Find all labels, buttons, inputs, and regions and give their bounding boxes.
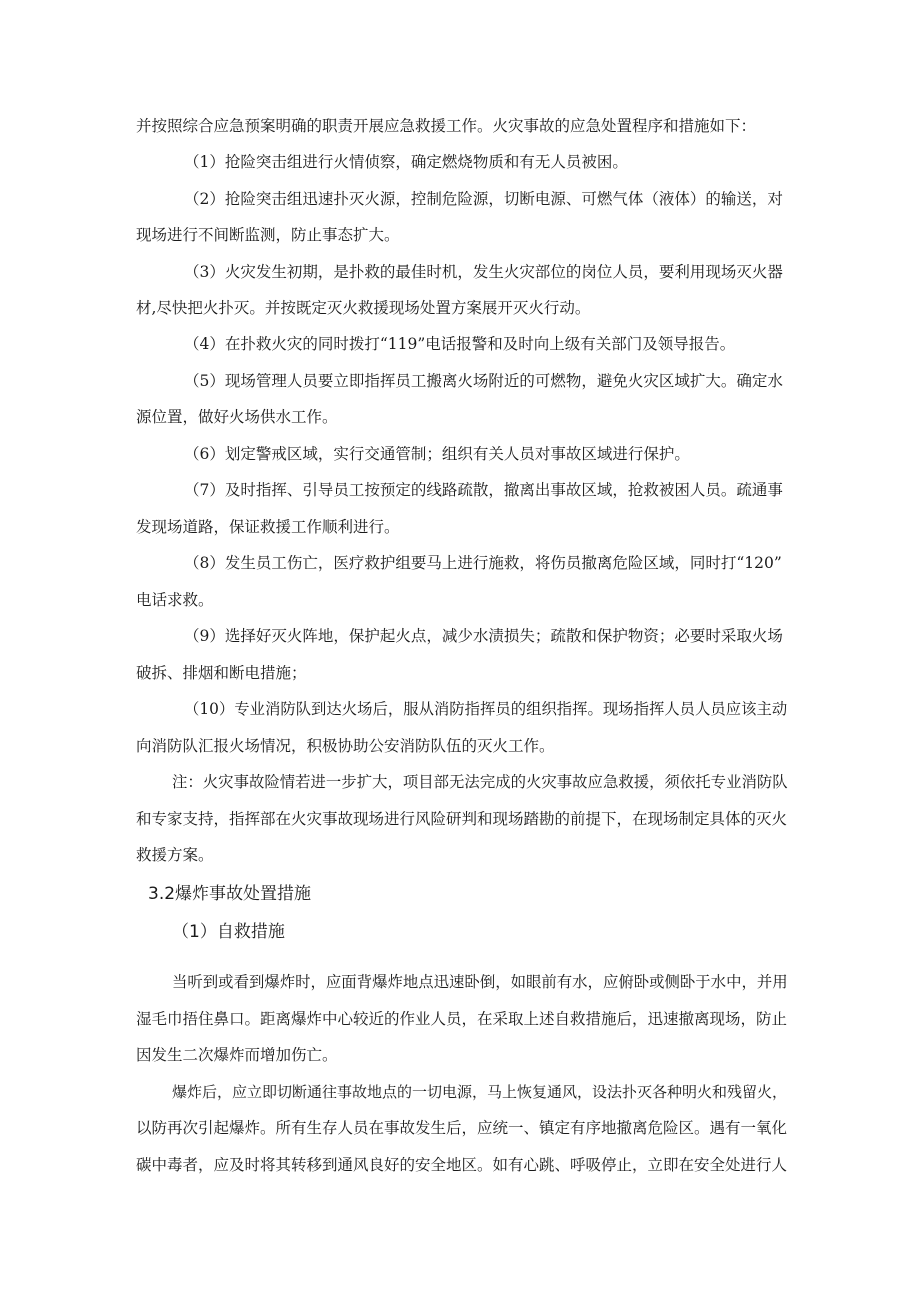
- note-line: 注：火灾事故险情若进一步扩大，项目部无法完成的火灾事故应急救援，须依托专业消防队: [172, 773, 788, 791]
- list-item: （10）专业消防队到达火场后，服从消防指挥员的组织指挥。现场指挥人员人员应该主动: [184, 700, 788, 718]
- list-item: （8）发生员工伤亡，医疗救护组要马上进行施救，将伤员撤离危险区域，同时打“120”: [184, 554, 782, 572]
- paragraph-line: 源位置，做好火场供水工作。: [136, 408, 338, 426]
- paragraph-line: 以防再次引起爆炸。所有生存人员在事故发生后，应统一、镇定有序地撤离危险区。遇有一氧化: [136, 1119, 788, 1137]
- paragraph-line: 因发生二次爆炸而增加伤亡。: [136, 1046, 338, 1064]
- list-item: （4）在扑救火灾的同时拨打“119”电话报警和及时向上级有关部门及领导报告。: [184, 335, 736, 353]
- list-item: （5）现场管理人员要立即指挥员工搬离火场附近的可燃物，避免火灾区域扩大。确定水: [184, 372, 783, 390]
- list-item: （2）抢险突击组迅速扑灭火源，控制危险源，切断电源、可燃气体（液体）的输送，对: [184, 190, 783, 208]
- list-item: （9）选择好灭火阵地，保护起火点，减少水渍损失；疏散和保护物资；必要时采取火场: [184, 627, 783, 645]
- note-line: 和专家支持，指挥部在火灾事故现场进行风险研判和现场踏勘的前提下，在现场制定具体的灭火: [136, 810, 788, 828]
- note-line: 救援方案。: [136, 846, 214, 864]
- paragraph-line: 湿毛巾捂住鼻口。距离爆炸中心较近的作业人员，在采取上述自救措施后，迅速撤离现场，防止: [136, 1010, 788, 1028]
- list-item: （6）划定警戒区域，实行交通管制；组织有关人员对事故区域进行保护。: [184, 445, 690, 463]
- paragraph-line: 破拆、排烟和断电措施；: [136, 664, 307, 682]
- list-item: （1）抢险突击组进行火情侦察，确定燃烧物质和有无人员被困。: [184, 153, 628, 171]
- paragraph-line: 电话求救。: [136, 591, 214, 609]
- paragraph-line: 现场进行不间断监测，防止事态扩大。: [136, 226, 400, 244]
- paragraph-line: 当听到或看到爆炸时，应面背爆炸地点迅速卧倒，如眼前有水，应俯卧或侧卧于水中，并用: [172, 973, 788, 991]
- section-heading: 3.2爆炸事故处置措施: [148, 884, 312, 904]
- list-item: （3）火灾发生初期，是扑救的最佳时机，发生火灾部位的岗位人员，要利用现场灭火器: [184, 263, 783, 281]
- paragraph-line: 并按照综合应急预案明确的职责开展应急救援工作。火灾事故的应急处置程序和措施如下：: [136, 117, 757, 135]
- subsection-heading: （1）自救措施: [172, 922, 285, 942]
- paragraph-line: 碳中毒者，应及时将其转移到通风良好的安全地区。如有心跳、呼吸停止，立即在安全处进行人: [136, 1156, 788, 1174]
- paragraph-line: 材,尽快把火扑灭。并按既定灭火救援现场处置方案展开灭火行动。: [136, 299, 591, 317]
- paragraph-line: 向消防队汇报火场情况，积极协助公安消防队伍的灭火工作。: [136, 737, 555, 755]
- paragraph-line: 发现场道路，保证救援工作顺利进行。: [136, 518, 400, 536]
- paragraph-line: 爆炸后，应立即切断通往事故地点的一切电源，马上恢复通风，设法扑灭各种明火和残留火，: [172, 1083, 788, 1101]
- list-item: （7）及时指挥、引导员工按预定的线路疏散，撤离出事故区域，抢救被困人员。疏通事: [184, 481, 783, 499]
